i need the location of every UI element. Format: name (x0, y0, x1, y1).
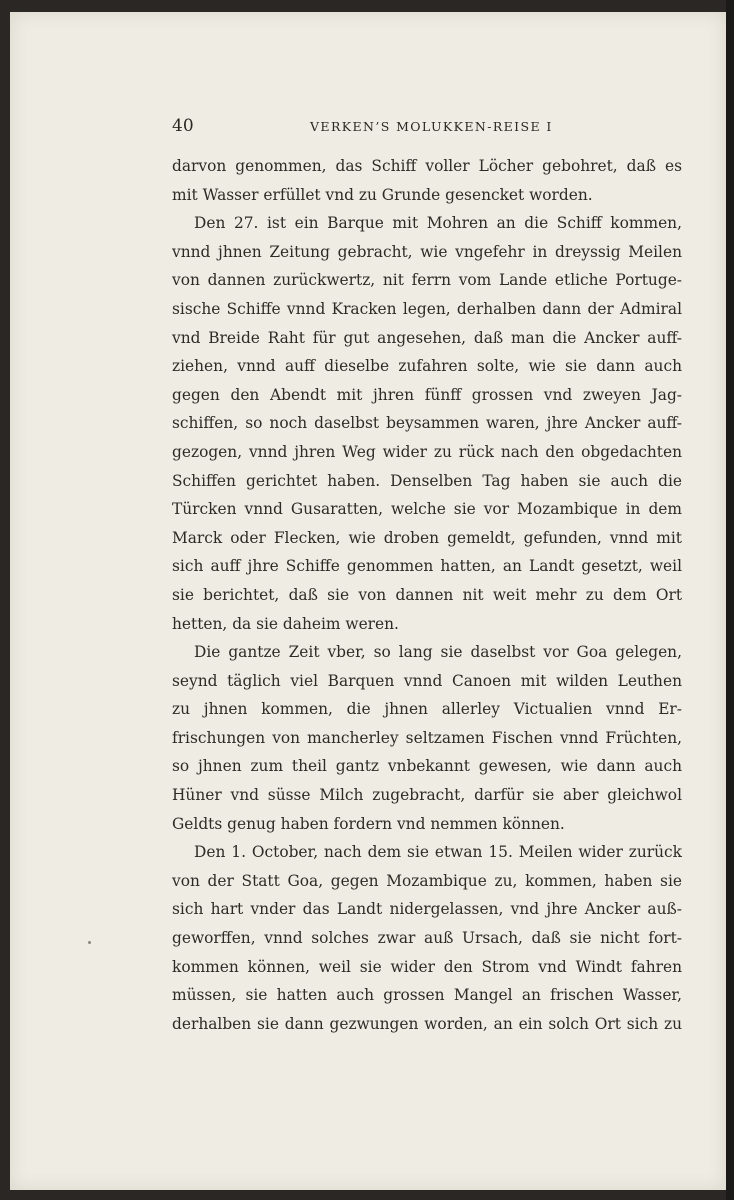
text-line: Die gantze Zeit vber, so lang sie daselbst vor Goa gelegen, (194, 643, 682, 662)
page-number: 40 (172, 116, 194, 136)
text-line: Marck oder Flecken, wie droben gemeldt, gefunden, vnnd mit (172, 528, 682, 547)
running-head (172, 112, 553, 138)
text-line: gegen den Abendt mit jhren fünff grossen vnd zweyen Jag- (172, 385, 682, 404)
text-line: mit Wasser erfüllet vnd zu Grunde gesencket worden. (172, 185, 593, 204)
text-line: müssen, sie hatten auch grossen Mangel an frischen Wasser, (172, 986, 682, 1005)
text-line: darvon genommen, das Schiff voller Löcher gebohret, daß es (172, 157, 682, 175)
text-line: von der Statt Goa, gegen Mozambique zu, kommen, haben sie (172, 871, 682, 890)
text-line: vnd Breide Raht für gut angesehen, daß man die Ancker auff- (172, 328, 682, 347)
text-line: geworffen, vnnd solches zwar auß Ursach, daß sie nicht fort- (172, 929, 682, 948)
text-line: sische Schiffe vnnd Kracken legen, derhalben dann der Admiral (172, 299, 682, 318)
text-line: frischungen von mancherley seltzamen Fischen vnnd Früchten, (172, 728, 682, 747)
text-line: vnnd jhnen Zeitung gebracht, wie vngefehr in dreyssig Meilen (172, 242, 682, 261)
text-line: Hüner vnd süsse Milch zugebracht, darfür sie aber gleichwol (172, 786, 682, 805)
text-line: ziehen, vnnd auff dieselbe zufahren solte, wie sie dann auch (172, 357, 682, 376)
text-line: hetten, da sie daheim weren. (172, 614, 399, 633)
text-line: schiffen, so noch daselbst beysammen waren, jhre Ancker auff- (172, 414, 682, 433)
text-line: sie berichtet, daß sie von dannen nit weit mehr zu dem Ort (172, 585, 682, 604)
text-line: Geldts genug haben fordern vnd nemmen können. (172, 814, 565, 833)
text-line: Schiffen gerichtet haben. Denselben Tag haben sie auch die (172, 471, 682, 490)
text-line: so jhnen zum theil gantz vnbekannt gewesen, wie dann auch (172, 757, 682, 776)
paper-speck (88, 941, 91, 944)
text-line: sich auff jhre Schiffe genommen hatten, an Landt gesetzt, weil (172, 557, 682, 576)
running-title: VERKEN’S MOLUKKEN-REISE I (310, 119, 553, 134)
text-line: Türcken vnnd Gusaratten, welche sie vor Mozambique in dem (172, 500, 682, 519)
text-line: zu jhnen kommen, die jhnen allerley Victualien vnnd Er- (172, 700, 682, 719)
text-line: kommen können, weil sie wider den Strom vnd Windt fahren (172, 957, 682, 976)
text-line: gezogen, vnnd jhren Weg wider zu rück nach den obgedachten (172, 442, 682, 461)
page-edge-shadow (726, 0, 734, 1200)
text-line: seynd täglich viel Barquen vnnd Canoen mit wilden Leuthen (172, 671, 682, 690)
text-line: Den 27. ist ein Barque mit Mohren an die Schiff kommen, (194, 214, 682, 233)
body-text (172, 152, 682, 1038)
text-line: sich hart vnder das Landt nidergelassen, vnd jhre Ancker auß- (172, 900, 682, 919)
text-line: derhalben sie dann gezwungen worden, an ein solch Ort sich zu (172, 1014, 682, 1033)
text-line: von dannen zurückwertz, nit ferrn vom Lande etliche Portuge- (172, 271, 682, 290)
text-line: Den 1. October, nach dem sie etwan 15. Meilen wider zurück (194, 843, 682, 862)
